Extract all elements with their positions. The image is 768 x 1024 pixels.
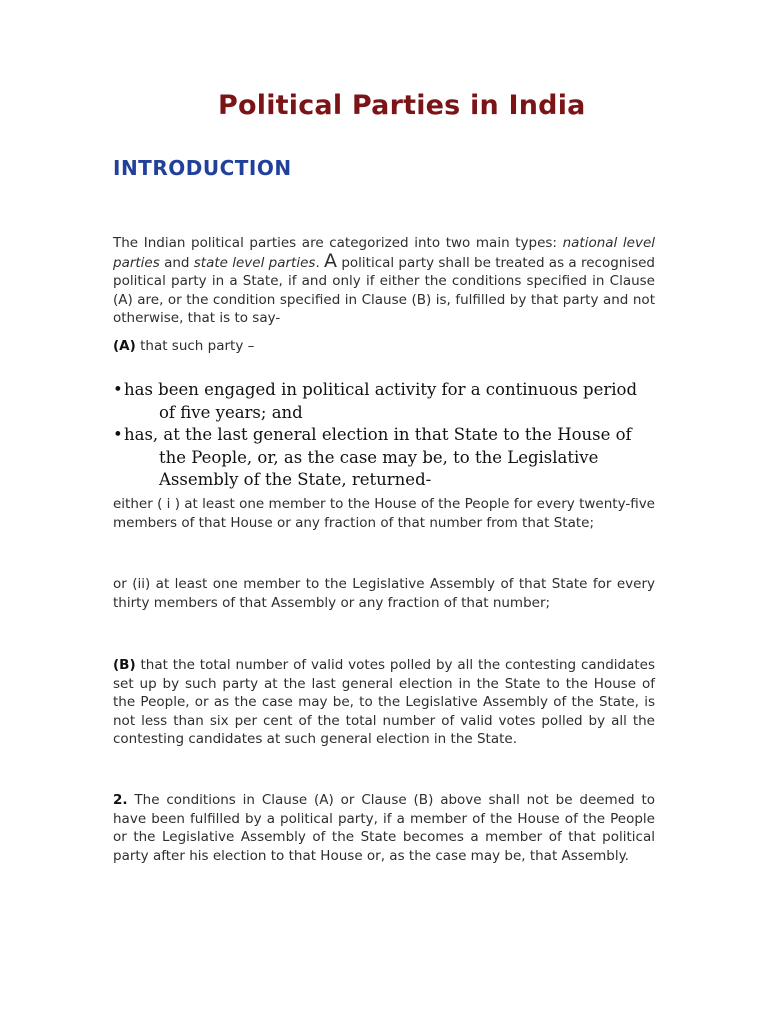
point-2-label: 2.	[113, 792, 128, 808]
or-paragraph: or (ii) at least one member to the Legislative Assembly of that State for every thirty members of that Assembly or any fraction of that number;	[113, 576, 655, 611]
point-2-paragraph	[113, 791, 655, 865]
intro-and: and	[159, 254, 194, 271]
list-item-text: has been engaged in political activity for a continuous period of five years; and	[124, 380, 638, 422]
clause-a-label: (A)	[113, 338, 136, 354]
intro-text-rest: political party shall be treated as a recognised political party in a State, if and only if either the conditions specified in Clause (A) are, or the condition specified in Clause (B) is, fulfilled by that party and not otherwise, that is to say-	[113, 254, 655, 327]
intro-text-1: The Indian political parties are categorized into two main types:	[113, 235, 563, 251]
clause-a-text: that such party –	[135, 338, 255, 354]
intro-paragraph	[113, 234, 655, 328]
point-2-text: The conditions in Clause (A) or Clause (B) above shall not be deemed to have been fulfilled by a political party, if a member of the House of the People or the Legislative Assembly of the State becomes a member of that political party after his election to that House or, as the case may be, that Assembly.	[113, 792, 655, 864]
clause-b-text: that the total number of valid votes polled by all the contesting candidates set up by such party at the last general election in the State to the House of the People, or as the case may be, to the Legislative Assembly of the State, is not less than six per cent of the total number of valid votes polled by all the contesting candidates at such general election in the State.	[113, 657, 655, 748]
list-item-text: has, at the last general election in that State to the House of the People, or, as the case may be, to the Legislative Assembly of the State, returned-	[124, 425, 632, 489]
conditions-list	[113, 379, 658, 492]
clause-a-line	[113, 337, 655, 356]
page-title: Political Parties in India	[218, 90, 586, 121]
bullet-icon: •	[113, 380, 123, 399]
clause-b-paragraph	[113, 656, 655, 749]
clause-b-label: (B)	[113, 657, 136, 673]
either-paragraph: either ( i ) at least one member to the House of the People for every twenty-five members of that House or any fraction of that number from that State;	[113, 496, 655, 531]
list-item	[113, 379, 658, 424]
bullet-icon: •	[113, 425, 123, 444]
national-level-parties-term: national level parties	[113, 235, 655, 271]
intro-dot: .	[315, 254, 325, 271]
list-item	[113, 424, 658, 492]
intro-large-a: A	[324, 249, 338, 272]
state-level-parties-term: state level parties	[193, 254, 316, 271]
introduction-heading: INTRODUCTION	[113, 156, 292, 180]
